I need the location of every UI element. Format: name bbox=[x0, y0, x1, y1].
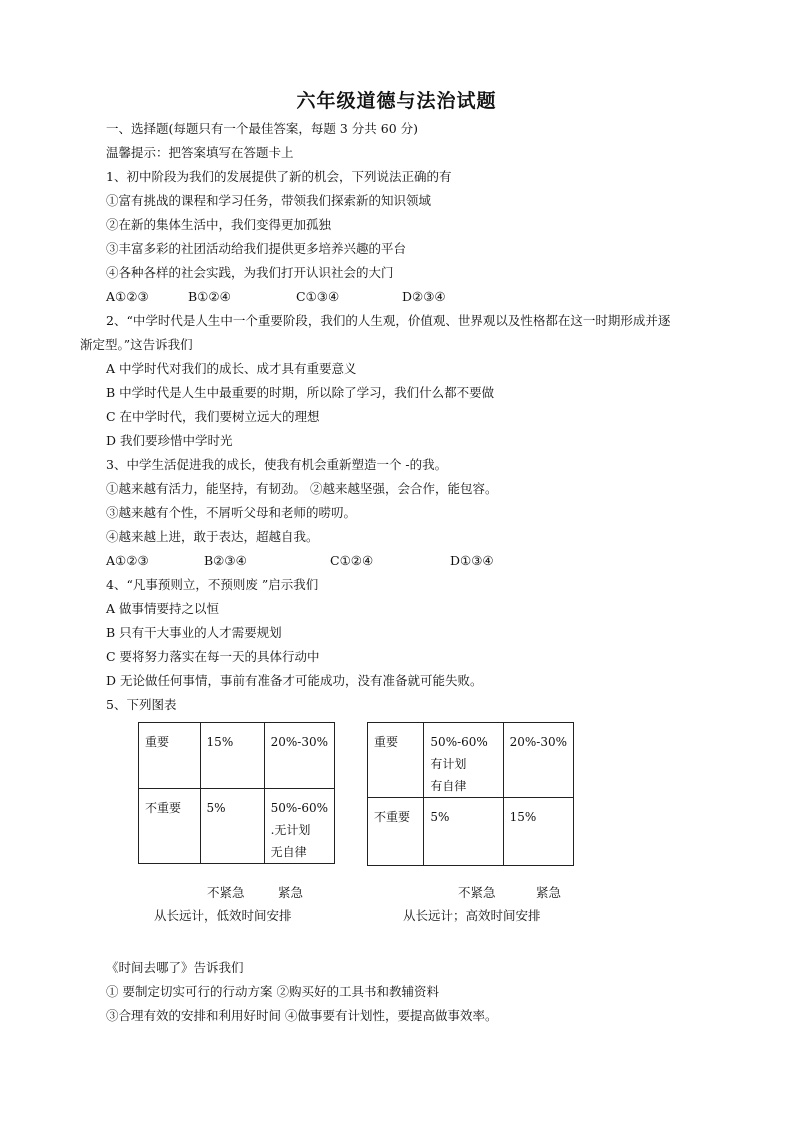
row-label-unimportant: 不重要 bbox=[139, 789, 201, 864]
table-caption-left: 从长远计，低效时间安排 bbox=[154, 908, 292, 923]
q1-item: ①富有挑战的课程和学习任务，带领我们探索新的知识领域 bbox=[106, 193, 432, 208]
q5-item: ① 要制定切实可行的行动方案 ②购买好的工具书和教辅资料 bbox=[106, 984, 439, 999]
q2-choice-d: D 我们要珍惜中学时光 bbox=[106, 433, 233, 448]
q2-choice-a: A 中学时代对我们的成长、成才具有重要意义 bbox=[106, 361, 357, 376]
axis-label-not-urgent: 不紧急 bbox=[207, 885, 245, 900]
q5-stem: 5、下列图表 bbox=[106, 697, 177, 712]
q3-item: ①越来越有活力，能坚持，有韧劲。 ②越来越坚强，会合作，能包容。 bbox=[106, 481, 498, 496]
q1-stem: 1、初中阶段为我们的发展提供了新的机会，下列说法正确的有 bbox=[106, 169, 452, 184]
q5-follow: 《时间去哪了》告诉我们 bbox=[106, 960, 244, 975]
axis-label-urgent: 紧急 bbox=[278, 885, 304, 900]
time-matrix-left bbox=[138, 722, 335, 864]
cell: 5% bbox=[200, 789, 264, 864]
section-header: 一、选择题(每题只有一个最佳答案，每题 3 分共 60 分) bbox=[106, 121, 419, 136]
q1-item: ④各种各样的社会实践，为我们打开认识社会的大门 bbox=[106, 265, 394, 280]
q2-stem-line1: 2、“中学时代是人生中一个重要阶段，我们的人生观，价值观、世界观以及性格都在这一时期形成并逐 bbox=[106, 313, 671, 328]
tip-text: 温馨提示：把答案填写在答题卡上 bbox=[106, 145, 294, 160]
q1-choice-d: D②③④ bbox=[402, 289, 446, 304]
axis-label-not-urgent: 不紧急 bbox=[458, 885, 496, 900]
cell: 5% bbox=[424, 798, 503, 866]
q1-item: ③丰富多彩的社团活动给我们提供更多培养兴趣的平台 bbox=[106, 241, 407, 256]
cell: 20%-30% bbox=[503, 723, 573, 798]
row-label-important: 重要 bbox=[368, 723, 424, 798]
axis-label-urgent: 紧急 bbox=[536, 885, 562, 900]
q3-item: ③越来越有个性，不屑听父母和老师的唠叨。 bbox=[106, 505, 357, 520]
q4-choice-a: A 做事情要持之以恒 bbox=[106, 601, 220, 616]
row-label-unimportant: 不重要 bbox=[368, 798, 424, 866]
q5-item: ③合理有效的安排和利用好时间 ④做事要有计划性，要提高做事效率。 bbox=[106, 1008, 498, 1023]
q4-stem: 4、“凡事预则立，不预则废 ”启示我们 bbox=[106, 577, 319, 592]
q3-choice-d: D①③④ bbox=[450, 553, 494, 568]
q1-choice-c: C①③④ bbox=[296, 289, 340, 304]
page-title: 六年级道德与法治试题 bbox=[296, 90, 497, 112]
q3-choice-a: A①②③ bbox=[106, 553, 149, 568]
cell: 20%-30% bbox=[264, 723, 334, 789]
q4-choice-d: D 无论做任何事情，事前有准备才可能成功，没有准备就可能失败。 bbox=[106, 673, 483, 688]
q2-stem-line2: 渐定型。”这告诉我们 bbox=[80, 337, 193, 352]
q2-choice-b: B 中学时代是人生中最重要的时期，所以除了学习，我们什么都不要做 bbox=[106, 385, 495, 400]
q3-choice-c: C①②④ bbox=[330, 553, 374, 568]
cell: 50%-60% .无计划 无自律 bbox=[264, 789, 334, 864]
q3-choice-b: B②③④ bbox=[204, 553, 247, 568]
q1-choice-b: B①②④ bbox=[188, 289, 231, 304]
q1-choice-a: A①②③ bbox=[106, 289, 149, 304]
time-matrix-right bbox=[367, 722, 574, 866]
table-caption-right: 从长远计；高效时间安排 bbox=[403, 908, 541, 923]
cell: 15% bbox=[200, 723, 264, 789]
q1-item: ②在新的集体生活中，我们变得更加孤独 bbox=[106, 217, 332, 232]
q3-stem: 3、中学生活促进我的成长，使我有机会重新塑造一个 -的我。 bbox=[106, 457, 448, 472]
q2-choice-c: C 在中学时代，我们要树立远大的理想 bbox=[106, 409, 320, 424]
q3-item: ④越来越上进，敢于表达，超越自我。 bbox=[106, 529, 319, 544]
cell: 50%-60% 有计划 有自律 bbox=[424, 723, 503, 798]
q4-choice-b: B 只有干大事业的人才需要规划 bbox=[106, 625, 282, 640]
row-label-important: 重要 bbox=[139, 723, 201, 789]
q4-choice-c: C 要将努力落实在每一天的具体行动中 bbox=[106, 649, 320, 664]
cell: 15% bbox=[503, 798, 573, 866]
